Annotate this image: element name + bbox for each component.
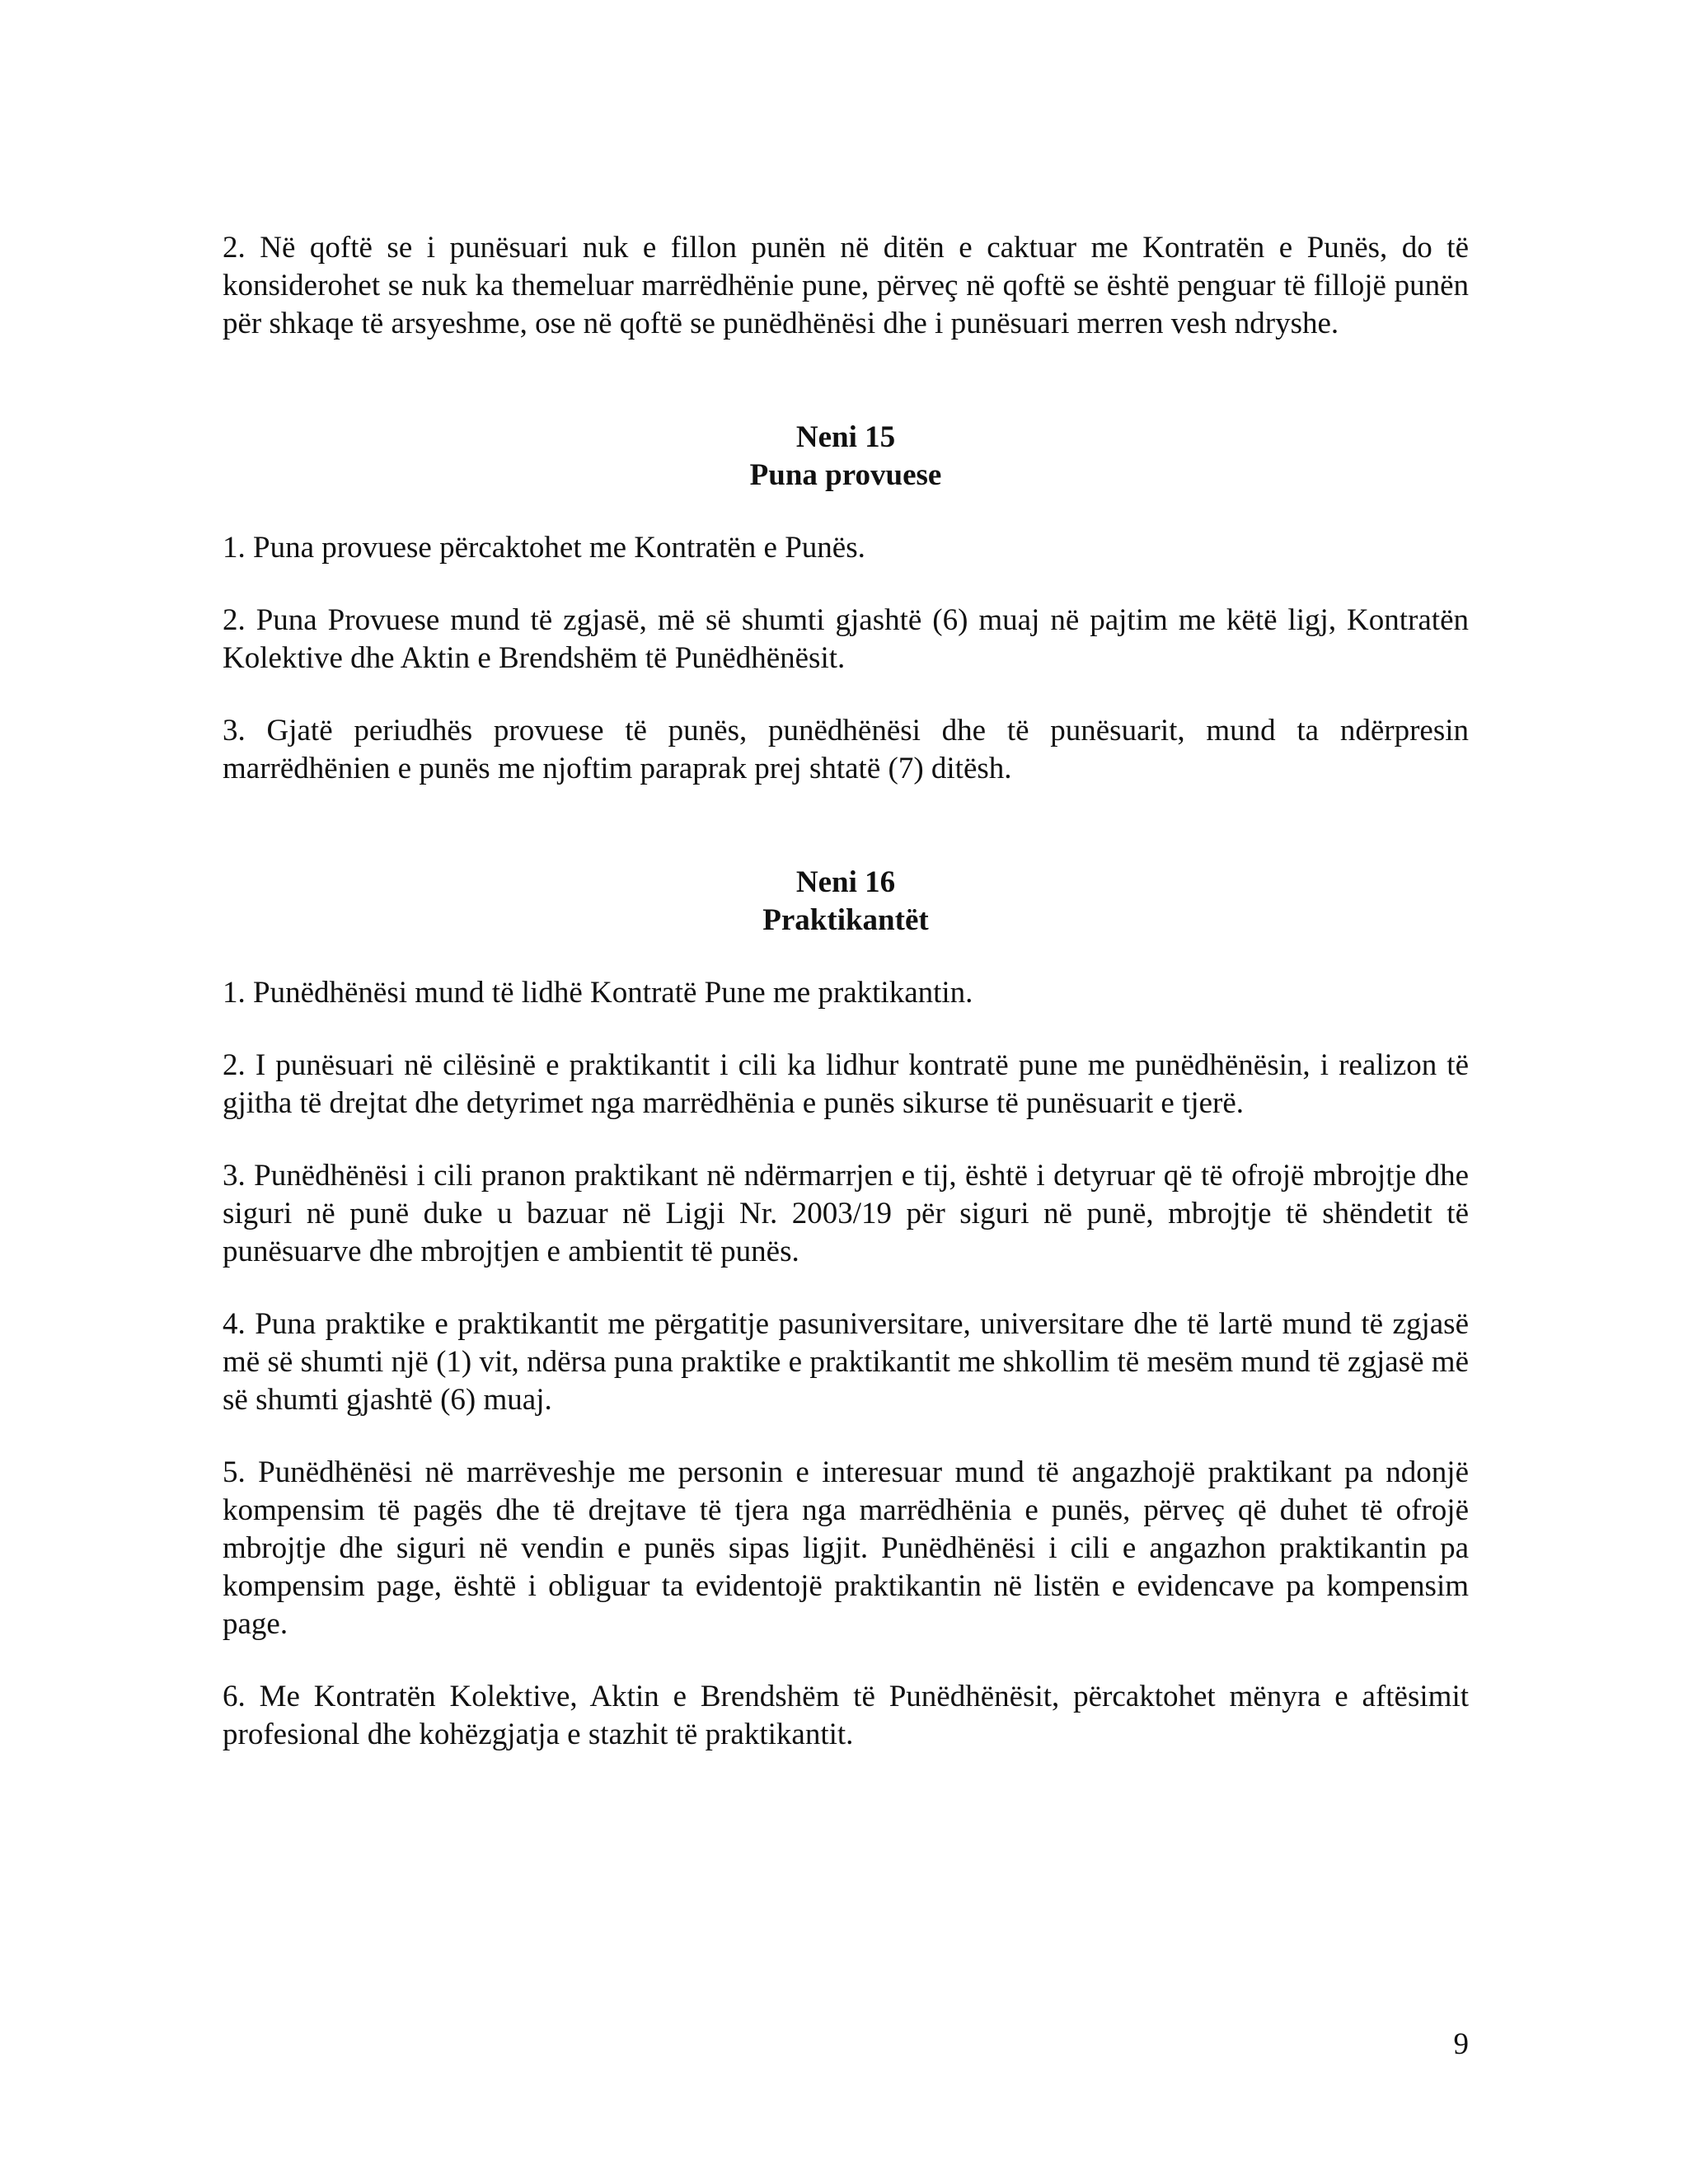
page-number: 9 [1453,2027,1469,2061]
article-16-paragraph-1: 1. Punëdhënësi mund të lidhë Kontratë Pune me praktikantin. [223,976,973,1010]
article-15-number: Neni 15 [795,420,896,454]
article-16-title: Praktikantët [762,903,929,937]
article-15-paragraph-2: 2. Puna Provuese mund të zgjasë, më së shumti gjashtë (6) muaj në pajtim me këtë ligj, Kontratën Kolektive dhe Aktin e Brendshëm të Punëdhënësit. [223,603,1469,675]
article-16-number: Neni 16 [795,865,896,899]
intro-paragraph: 2. Në qoftë se i punësuari nuk e fillon punën në ditën e caktuar me Kontratën e Punës, do të konsiderohet se nuk ka themeluar marrëdhënie pune, përveç në qoftë se është penguar të fillojë punën për shkaqe të arsyeshme, ose në qoftë se punëdhënësi dhe i punësuari merren vesh ndryshe. [223,231,1469,340]
article-16-paragraph-5: 5. Punëdhënësi në marrëveshje me personin e interesuar mund të angazhojë praktikant pa ndonjë kompensim të pagës dhe të drejtave të tjera nga marrëdhënia e punës, përveç që duhet të ofrojë mbrojtje dhe siguri në vendin e punës sipas ligjit. Punëdhënësi i cili e angazhon praktikantin pa kompensim page, është i obliguar ta evidentojë praktikantin në listën e evidencave pa kompensim page. [223,1455,1469,1641]
document-page [223,229,1469,1754]
article-15-paragraph-1: 1. Puna provuese përcaktohet me Kontratën e Punës. [223,531,865,565]
article-15-title: Puna provuese [749,458,942,492]
article-16-paragraph-4: 4. Puna praktike e praktikantit me përgatitje pasuniversitare, universitare dhe të lartë mund të zgjasë më së shumti një (1) vit, ndërsa puna praktike e praktikantit me shkollim të mesëm mund të zgjasë më së shumti gjashtë (6) muaj. [223,1307,1469,1417]
article-16-paragraph-2: 2. I punësuari në cilësinë e praktikantit i cili ka lidhur kontratë pune me punëdhënësin, i realizon të gjitha të drejtat dhe detyrimet nga marrëdhënia e punës sikurse të punësuarit e tjerë. [223,1048,1469,1120]
article-16-paragraph-6: 6. Me Kontratën Kolektive, Aktin e Brendshëm të Punëdhënësit, përcaktohet mënyra e aftësimit profesional dhe kohëzgjatja e stazhit të praktikantit. [223,1680,1469,1751]
article-15-paragraph-3: 3. Gjatë periudhës provuese të punës, punëdhënësi dhe të punësuarit, mund ta ndërpresin marrëdhënien e punës me njoftim paraprak prej shtatë (7) ditësh. [223,714,1469,785]
article-16-paragraph-3: 3. Punëdhënësi i cili pranon praktikant në ndërmarrjen e tij, është i detyruar që të ofrojë mbrojtje dhe siguri në punë duke u bazuar në Ligji Nr. 2003/19 për siguri në punë, mbrojtje të shëndetit të punësuarve dhe mbrojtjen e ambientit të punës. [223,1159,1469,1268]
